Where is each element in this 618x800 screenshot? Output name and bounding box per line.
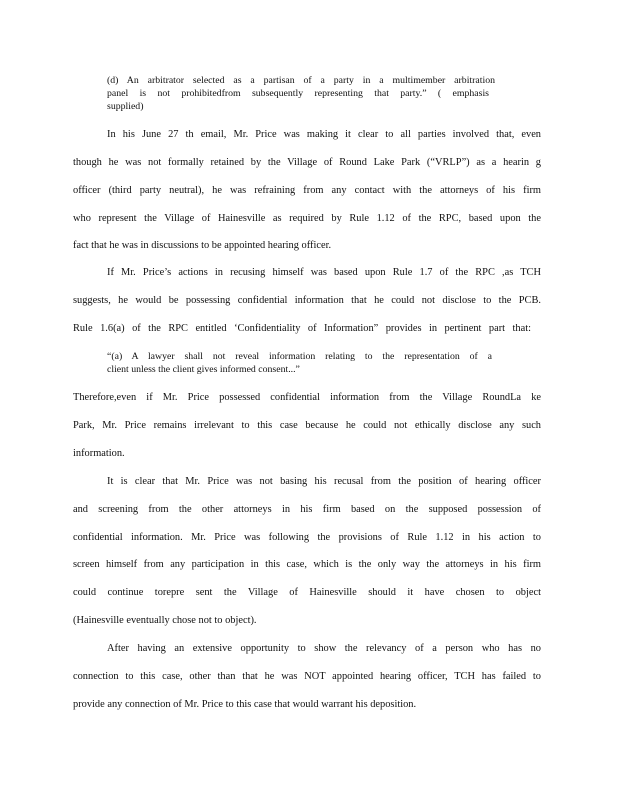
para4-line-6: (Hainesville eventually chose not to object).: [73, 615, 257, 626]
para5-line-1: After having an extensive opportunity to show the relevancy of a person who has no: [107, 643, 541, 654]
para4-line-1: It is clear that Mr. Price was not basing his recusal from the position of hearing officer: [107, 476, 541, 487]
para4-line-3: confidential information. Mr. Price was following the provisions of Rule 1.12 in his action to: [73, 532, 541, 543]
para1-line-5: fact that he was in discussions to be appointed hearing officer.: [73, 240, 332, 251]
para2-line-1: If Mr. Price’s actions in recusing himself was based upon Rule 1.7 of the RPC ,as TCH: [107, 267, 541, 278]
para5-line-3: provide any connection of Mr. Price to this case that would warrant his deposition.: [73, 699, 417, 710]
para1-line-2: though he was not formally retained by the Village of Round Lake Park (“VRLP”) as a hearin g: [73, 157, 541, 168]
para4-line-2: and screening from the other attorneys in his firm based on the supposed possession of: [73, 504, 541, 515]
para3-line-2: Park, Mr. Price remains irrelevant to this case because he could not ethically disclose any such: [73, 420, 541, 431]
quote-a-line-1: “(a) A lawyer shall not reveal information relating to the representation of a: [107, 351, 492, 362]
para2-line-3: Rule 1.6(a) of the RPC entitled ‘Confidentiality of Information” provides in pertinent part that:: [73, 323, 531, 334]
quote-d-line-3: supplied): [107, 101, 144, 112]
quote-d-line-1: (d) An arbitrator selected as a partisan of a party in a multimember arbitration: [107, 75, 495, 86]
para3-line-1: Therefore,even if Mr. Price possessed confidential information from the Village RoundLa ke: [73, 392, 541, 403]
para3-line-3: information.: [73, 448, 125, 459]
para4-line-4: screen himself from any participation in this case, which is the only way the attorneys in his firm: [73, 559, 541, 570]
quote-a-line-2: client unless the client gives informed consent...”: [107, 364, 300, 375]
quote-d-line-2: panel is not prohibitedfrom subsequently representing that party.” ( emphasis: [107, 88, 489, 99]
para2-line-2: suggests, he would be possessing confidential information that he could not disclose to the PCB.: [73, 295, 541, 306]
para4-line-5: could continue torepre sent the Village of Hainesville should it have chosen to object: [73, 587, 541, 598]
para1-line-1: In his June 27 th email, Mr. Price was making it clear to all parties involved that, even: [107, 129, 541, 140]
para1-line-3: officer (third party neutral), he was refraining from any contact with the attorneys of his firm: [73, 185, 541, 196]
para5-line-2: connection to this case, other than that he was NOT appointed hearing officer, TCH has failed to: [73, 671, 541, 682]
para1-line-4: who represent the Village of Hainesville as required by Rule 1.12 of the RPC, based upon the: [73, 213, 541, 224]
